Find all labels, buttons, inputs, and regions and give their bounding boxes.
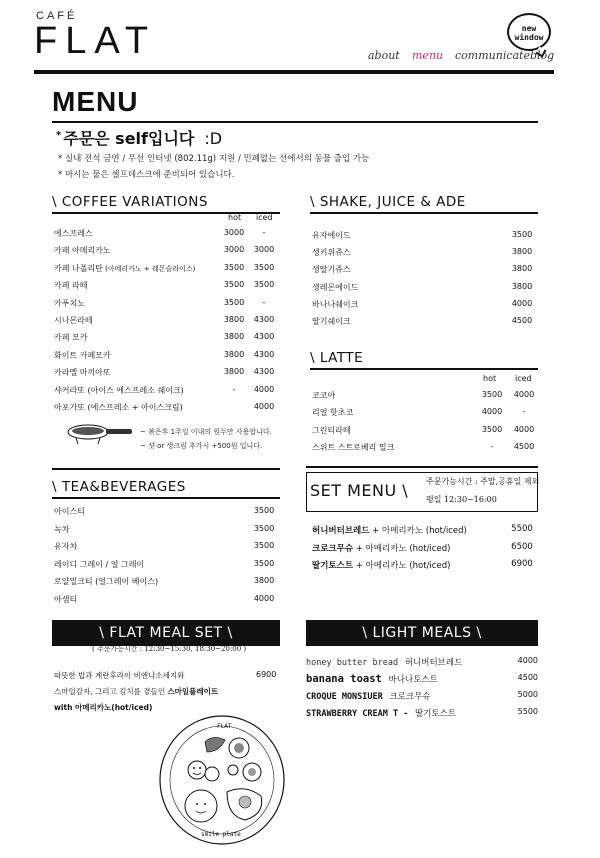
- new-window-button[interactable]: [507, 13, 551, 51]
- coffee-item-iced-price: 3500: [253, 280, 275, 290]
- tea-item: [54, 594, 280, 608]
- light-meal-item: [306, 690, 538, 706]
- flat-meal-price: 6900: [256, 670, 277, 679]
- flat-meal-desc-2b: 스마일플레이트: [167, 687, 219, 696]
- plate-top-text: FLAT: [217, 723, 232, 730]
- latte-item-name: 리얼 핫초코: [312, 408, 354, 418]
- shake-item: [312, 264, 538, 278]
- coffee-item-iced-price: 4300: [253, 367, 275, 377]
- light-meal-item-en: honey butter bread: [306, 658, 399, 668]
- logo[interactable]: FLAT: [34, 20, 157, 62]
- flat-meal-desc-3: with 아메리카노(hot/iced): [54, 703, 153, 712]
- latte-item-hot-price: -: [490, 442, 494, 452]
- set-menu-item-name: [312, 559, 450, 571]
- shake-section-divider: [310, 212, 538, 214]
- tea-item-name: 아이스티: [54, 507, 85, 516]
- tea-item-name: 아샘티: [54, 595, 78, 604]
- tea-section-top-divider: [52, 468, 280, 470]
- coffee-item-name: 카페 나폴리탄 (아메리카노 + 레몬슬라이스): [54, 263, 196, 273]
- tea-item-name: 녹차: [54, 524, 70, 534]
- coffee-item-name: 아포가또 (에스프레소 + 아이스크림): [54, 403, 183, 412]
- order-note: [56, 126, 222, 149]
- shake-item-price: 4000: [511, 298, 533, 308]
- set-menu-item-price: 6900: [511, 559, 533, 570]
- shake-item-price: 3500: [511, 230, 533, 239]
- order-note-star: *: [56, 129, 62, 141]
- latte-item-hot-price: 4000: [481, 407, 503, 417]
- portafilter-icon: [64, 420, 134, 446]
- coffee-note-1: ~ 볶은후 1주일 이내의 원두만 사용합니다.: [140, 428, 272, 436]
- coffee-item: [54, 367, 280, 381]
- coffee-item-hot-price: 3500: [223, 297, 245, 307]
- coffee-item-hot-price: 3500: [223, 262, 245, 272]
- new-window-label-1: new: [521, 24, 537, 33]
- coffee-note-2: ~ 샷 or 생크림 추가시 +500원 입니다.: [140, 442, 263, 450]
- title-divider: [52, 121, 538, 123]
- shake-item: [312, 299, 538, 313]
- coffee-item-iced-price: -: [262, 228, 266, 237]
- coffee-item-hot-price: 3800: [223, 315, 245, 324]
- set-menu-time-2: 평일 12:30~16:00: [426, 495, 497, 504]
- latte-item-name: 그린티라떼: [312, 425, 351, 435]
- tea-item-price: 3500: [253, 541, 275, 551]
- tea-item-name: 레이디 그레이 / 얼 그레이: [54, 559, 145, 569]
- set-menu-item-main: 딸기토스트: [312, 561, 354, 572]
- coffee-item-iced-price: 3500: [253, 262, 275, 272]
- light-meal-item-en: banana toast: [306, 673, 382, 685]
- nav-menu[interactable]: menu: [412, 49, 444, 62]
- shake-item-name: 생키위쥬스: [312, 248, 351, 258]
- coffee-item-name: 카페 아메리카노: [54, 246, 111, 256]
- nav-blog[interactable]: blog: [530, 49, 555, 62]
- set-menu-item-price: 6500: [511, 541, 533, 552]
- shake-item-name: 생딸기쥬스: [312, 265, 351, 275]
- latte-item: [312, 425, 538, 439]
- coffee-item-iced-price: 4000: [253, 384, 275, 394]
- set-menu-item-name: [312, 524, 467, 536]
- order-note-text: 주문은 self입니다: [63, 129, 195, 148]
- shake-item-price: 3800: [511, 247, 533, 257]
- coffee-item: [54, 280, 280, 294]
- coffee-item-sub: (아메리카노 + 레몬슬라이스): [102, 264, 196, 273]
- flat-meal-title: \ FLAT MEAL SET \: [52, 620, 280, 646]
- coffee-item-iced-price: 4300: [253, 332, 275, 342]
- light-meal-item-ko: 바나나토스트: [385, 675, 438, 685]
- latte-item-hot-price: 3500: [481, 390, 503, 399]
- shake-item: [312, 282, 538, 296]
- light-meal-item-en: CROQUE MONSIUER: [306, 692, 383, 702]
- flat-meal-time: ( 주문가능시간 : 12:30~15:30, 18:30~20:00 ): [92, 645, 247, 653]
- coffee-item-hot-price: 3800: [223, 332, 245, 342]
- light-meals-title: \ LIGHT MEALS \: [306, 620, 538, 646]
- coffee-col-iced: iced: [256, 213, 273, 222]
- coffee-item-hot-price: 3800: [223, 349, 245, 359]
- coffee-item-name: 카페 라떼: [54, 281, 88, 291]
- latte-item-iced-price: 4000: [513, 390, 535, 399]
- shake-item-price: 3800: [511, 264, 533, 274]
- coffee-item-name: 카라멜 마끼아또: [54, 368, 111, 378]
- header-divider: [34, 70, 554, 74]
- note-line-1: * 실내 전석 금연 / 무선 인터넷 (802.11g) 지원 / 민폐없는 선에서의 동물 출입 가능: [58, 154, 370, 164]
- set-menu-item: [312, 524, 538, 538]
- coffee-item-hot-price: 3800: [223, 367, 245, 377]
- coffee-item-iced-price: 4300: [253, 315, 275, 324]
- coffee-item-hot-price: 3000: [223, 228, 245, 237]
- light-meal-item-name: [306, 690, 431, 702]
- set-section-top-divider: [306, 466, 538, 468]
- new-window-label-2: window: [514, 33, 544, 42]
- set-menu-item-main: 허니버터브레드: [312, 526, 370, 536]
- coffee-item: [54, 402, 280, 416]
- coffee-item-iced-price: 4300: [253, 349, 275, 359]
- light-meal-item-price: 5000: [517, 690, 538, 699]
- tea-item-price: 4000: [253, 594, 275, 603]
- tea-item-price: 3500: [253, 558, 275, 568]
- set-menu-time-1: 주문가능시간 : 주말,공휴일 제외: [426, 477, 540, 486]
- tea-section-title: \ TEA&BEVERAGES: [52, 479, 186, 495]
- tea-item-price: 3800: [253, 576, 275, 586]
- set-menu-item-main: 크로크무슈: [312, 543, 354, 554]
- coffee-item: [54, 350, 280, 364]
- shake-item: [312, 230, 538, 244]
- nav-communicate[interactable]: communicate: [455, 49, 530, 62]
- coffee-item: [54, 245, 280, 259]
- coffee-item-name: 화이트 카페모카: [54, 350, 111, 360]
- shake-item-price: 3800: [511, 281, 533, 291]
- tea-item-name: 로얄밀크티 (얼그레이 베이스): [54, 577, 159, 587]
- coffee-item-hot-price: -: [232, 384, 236, 394]
- tea-item-price: 3500: [253, 506, 275, 515]
- coffee-item-hot-price: 3500: [223, 280, 245, 290]
- shake-item-price: 4500: [511, 316, 533, 325]
- coffee-item-iced-price: -: [262, 297, 266, 307]
- latte-section-divider: [310, 368, 538, 370]
- coffee-item-hot-price: 3000: [223, 245, 245, 255]
- latte-col-iced: iced: [515, 374, 532, 383]
- shake-item-name: 딸기쉐이크: [312, 317, 351, 326]
- tea-item: [54, 506, 280, 520]
- light-meal-item: [306, 673, 538, 689]
- shake-item-name: 바나나쉐이크: [312, 299, 359, 309]
- coffee-item-iced-price: 3000: [253, 245, 275, 255]
- smile-plate-icon: [157, 712, 287, 848]
- light-meal-item-price: 5500: [517, 707, 538, 716]
- tea-item: [54, 541, 280, 555]
- latte-item-name: 코코아: [312, 391, 336, 400]
- coffee-item-name: 에스프레스: [54, 229, 93, 238]
- set-menu-item: [312, 542, 538, 556]
- latte-item-iced-price: -: [522, 407, 526, 417]
- coffee-item-name: 카푸치노: [54, 298, 85, 308]
- set-menu-item-rest: + 아메리카노 (hot/iced): [353, 561, 451, 572]
- shake-item-name: 생레몬에이드: [312, 282, 359, 292]
- latte-section-title: \ LATTE: [310, 350, 364, 366]
- tea-item: [54, 559, 280, 573]
- tea-item: [54, 524, 280, 538]
- shake-item-name: 유자에이드: [312, 231, 351, 240]
- light-meal-item-ko: 허니버터브레드: [402, 658, 463, 668]
- light-meal-item-en: STRAWBERRY CREAM T -: [306, 709, 409, 719]
- shake-item: [312, 247, 538, 261]
- light-meal-item-price: 4000: [517, 656, 538, 665]
- tea-section-divider: [52, 497, 280, 499]
- tea-item: [54, 576, 280, 590]
- latte-col-hot: hot: [483, 374, 497, 383]
- latte-item-iced-price: 4000: [513, 424, 535, 434]
- coffee-item-name: 카페 모카: [54, 333, 88, 343]
- light-meal-item-ko: 크로크무슈: [386, 692, 431, 702]
- light-meal-item: [306, 707, 538, 723]
- coffee-item-name: 샤커라또 (아이스 에스프레소 쉐이크): [54, 385, 184, 395]
- flat-meal-desc-2a: 스마일감자, 그리고 김치를 곁들인: [54, 687, 168, 696]
- order-note-smile: :D: [204, 129, 223, 148]
- coffee-item: [54, 228, 280, 242]
- flat-meal-desc-2: [54, 686, 218, 697]
- shake-item: [312, 316, 538, 330]
- set-menu-title: SET MENU \: [310, 481, 409, 500]
- coffee-item: [54, 315, 280, 329]
- coffee-section-title: \ COFFEE VARIATIONS: [52, 194, 208, 210]
- note-line-2: * 마시는 물은 셀프데스크에 준비되어 있습니다.: [58, 170, 235, 180]
- coffee-item: [54, 385, 280, 399]
- set-menu-item-rest: + 아메리카노 (hot/iced): [353, 543, 451, 554]
- coffee-item: [54, 298, 280, 312]
- coffee-item-iced-price: 4000: [253, 402, 275, 411]
- coffee-section-divider: [52, 212, 280, 214]
- light-meal-item-name: [306, 707, 456, 719]
- coffee-col-hot: hot: [228, 213, 242, 222]
- coffee-item: [54, 332, 280, 346]
- latte-item: [312, 407, 538, 421]
- latte-item-iced-price: 4500: [513, 442, 535, 452]
- light-meal-item-price: 4500: [517, 673, 538, 682]
- latte-item-hot-price: 3500: [481, 424, 503, 434]
- set-menu-item-price: 5500: [511, 524, 533, 534]
- plate-bottom-text: smile plate: [201, 831, 241, 838]
- coffee-item-name: 시나몬라떼: [54, 316, 93, 325]
- latte-item-name: 스위트 스트로베리 밀크: [312, 443, 395, 453]
- set-menu-item-name: [312, 542, 450, 554]
- light-meal-item-ko: 딸기토스트: [412, 709, 457, 719]
- light-meal-item-name: [306, 673, 438, 685]
- shake-section-title: \ SHAKE, JUICE & ADE: [310, 194, 466, 210]
- set-menu-item-rest: + 아메리카노 (hot/iced): [369, 526, 467, 536]
- light-meal-item: [306, 656, 538, 672]
- light-meal-item-name: [306, 656, 462, 668]
- latte-item: [312, 390, 538, 404]
- latte-item: [312, 442, 538, 456]
- coffee-item: [54, 263, 280, 277]
- logo-cafe-text: CAFÉ: [36, 10, 78, 22]
- page-title: MENU: [52, 86, 139, 117]
- flat-meal-desc-1: 따뜻한 밥과 계란후라이 비엔나소세지와: [54, 671, 185, 680]
- tea-item-name: 유자차: [54, 542, 78, 552]
- tea-item-price: 3500: [253, 523, 275, 533]
- nav-about[interactable]: about: [368, 49, 400, 62]
- set-menu-item: [312, 559, 538, 573]
